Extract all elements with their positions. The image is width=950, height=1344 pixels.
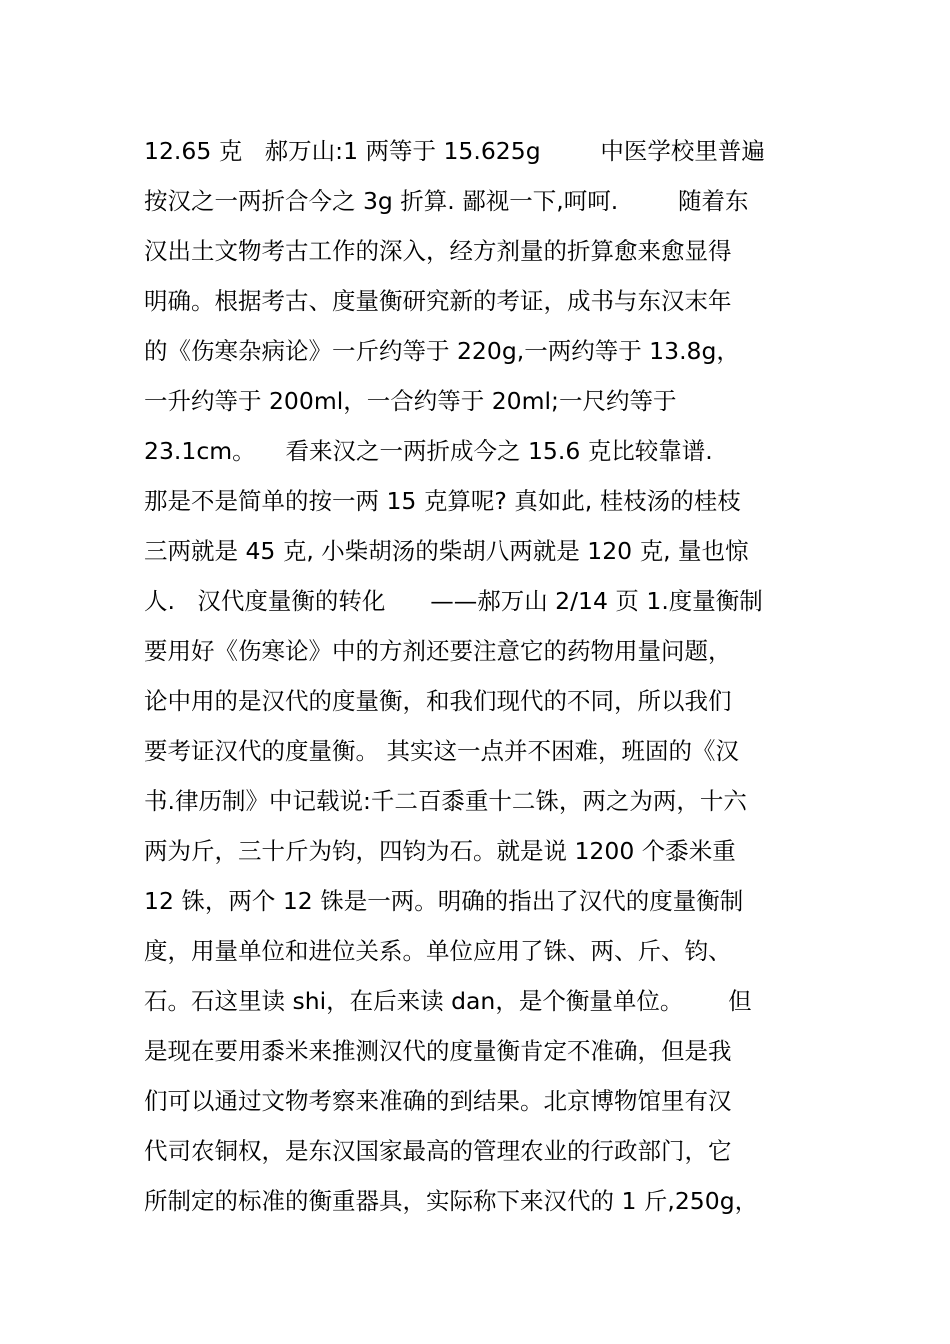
text-line: 12.65 克 郝万山:1 两等于 15.625g 中医学校里普遍 <box>144 137 765 165</box>
text-line: 按汉之一两折合今之 3g 折算. 鄙视一下,呵呵. 随着东 <box>144 187 749 215</box>
text-line: 那是不是简单的按一两 15 克算呢? 真如此, 桂枝汤的桂枝 <box>144 487 741 515</box>
text-line: 论中用的是汉代的度量衡，和我们现代的不同，所以我们 <box>144 687 732 715</box>
text-line: 要用好《伤寒论》中的方剂还要注意它的药物用量问题， <box>144 637 732 665</box>
text-line: 23.1cm。 看来汉之一两折成今之 15.6 克比较靠谱. <box>144 437 713 465</box>
text-line: 们可以通过文物考察来准确的到结果。北京博物馆里有汉 <box>144 1087 732 1115</box>
text-line: 12 铢，两个 12 铢是一两。明确的指出了汉代的度量衡制 <box>144 887 744 915</box>
text-line: 一升约等于 200ml，一合约等于 20ml;一尺约等于 <box>144 387 677 415</box>
text-line: 石。石这里读 shi，在后来读 dan，是个衡量单位。 但 <box>144 987 752 1015</box>
text-line: 人. 汉代度量衡的转化 ——郝万山 2/14 页 1.度量衡制 <box>144 587 763 615</box>
text-line: 是现在要用黍米来推测汉代的度量衡肯定不准确，但是我 <box>144 1037 732 1065</box>
body-text <box>144 128 814 1228</box>
text-line: 的《伤寒杂病论》一斤约等于 220g,一两约等于 13.8g， <box>144 337 740 365</box>
text-line: 所制定的标准的衡重器具，实际称下来汉代的 1 斤,250g， <box>144 1187 759 1215</box>
text-line: 汉出土文物考古工作的深入，经方剂量的折算愈来愈显得 <box>144 237 732 265</box>
text-line: 度，用量单位和进位关系。单位应用了铢、两、斤、钧、 <box>144 937 732 965</box>
text-line: 明确。根据考古、度量衡研究新的考证，成书与东汉末年 <box>144 287 732 315</box>
text-line: 两为斤，三十斤为钧，四钧为石。就是说 1200 个黍米重 <box>144 837 736 865</box>
text-line: 三两就是 45 克, 小柴胡汤的柴胡八两就是 120 克, 量也惊 <box>144 537 749 565</box>
text-line: 代司农铜权，是东汉国家最高的管理农业的行政部门，它 <box>144 1137 732 1165</box>
text-line: 要考证汉代的度量衡。 其实这一点并不困难，班固的《汉 <box>144 737 739 765</box>
text-line: 书.律历制》中记载说:千二百黍重十二铢，两之为两，十六 <box>144 787 747 815</box>
